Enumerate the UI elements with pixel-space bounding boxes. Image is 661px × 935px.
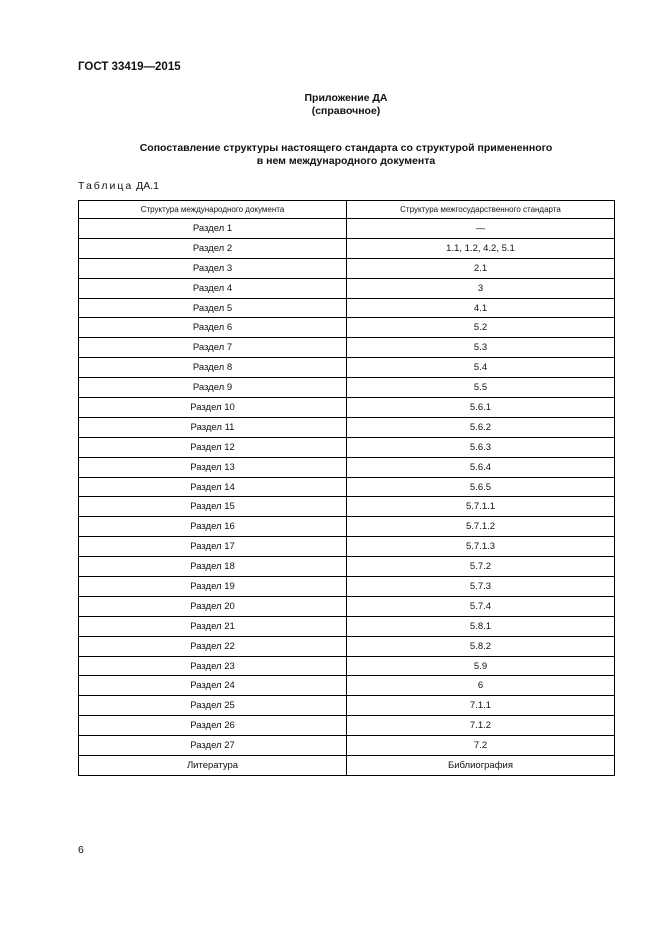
cell-international-section: Раздел 10: [79, 398, 347, 418]
cell-interstate-section: 5.7.4: [347, 596, 615, 616]
cell-international-section: Раздел 12: [79, 437, 347, 457]
table-row: [79, 736, 615, 756]
cell-interstate-section: 5.3: [347, 338, 615, 358]
table-row: [79, 696, 615, 716]
table-caption: [78, 180, 159, 192]
cell-international-section: Раздел 14: [79, 477, 347, 497]
table-row: [79, 318, 615, 338]
cell-international-section: Раздел 16: [79, 517, 347, 537]
cell-international-section: Раздел 3: [79, 258, 347, 278]
cell-interstate-section: 7.2: [347, 736, 615, 756]
cell-interstate-section: 5.6.1: [347, 398, 615, 418]
document-title: [0, 142, 661, 168]
cell-international-section: Раздел 19: [79, 577, 347, 597]
cell-international-section: Раздел 11: [79, 417, 347, 437]
cell-international-section: Раздел 7: [79, 338, 347, 358]
cell-interstate-section: 5.6.2: [347, 417, 615, 437]
cell-international-section: Раздел 2: [79, 238, 347, 258]
table-caption-id: ДА.1: [136, 180, 159, 192]
cell-interstate-section: 5.7.2: [347, 557, 615, 577]
cell-international-section: Раздел 20: [79, 596, 347, 616]
cell-international-section: Раздел 9: [79, 378, 347, 398]
table-row: [79, 656, 615, 676]
table-row: [79, 497, 615, 517]
cell-interstate-section: 5.7.3: [347, 577, 615, 597]
table-row: [79, 557, 615, 577]
table-row: [79, 338, 615, 358]
table-row: [79, 437, 615, 457]
cell-international-section: Литература: [79, 756, 347, 776]
cell-international-section: Раздел 27: [79, 736, 347, 756]
cell-interstate-section: 5.6.5: [347, 477, 615, 497]
cell-international-section: Раздел 8: [79, 358, 347, 378]
cell-interstate-section: Библиография: [347, 756, 615, 776]
table-row: [79, 756, 615, 776]
table-row: [79, 258, 615, 278]
appendix-subtitle: (справочное): [311, 105, 381, 117]
cell-international-section: Раздел 25: [79, 696, 347, 716]
cell-international-section: Раздел 1: [79, 219, 347, 239]
cell-interstate-section: 5.8.2: [347, 636, 615, 656]
table-row: [79, 716, 615, 736]
table-row: [79, 378, 615, 398]
cell-international-section: Раздел 18: [79, 557, 347, 577]
table-row: [79, 398, 615, 418]
document-title-line-2: в нем международного документа: [256, 155, 436, 167]
cell-interstate-section: 5.7.1.3: [347, 537, 615, 557]
document-title-line-1: Сопоставление структуры настоящего стандарта со структурой примененного: [139, 142, 553, 154]
appendix-title: Приложение ДА: [304, 92, 388, 104]
table-row: [79, 219, 615, 239]
cell-interstate-section: 1.1, 1.2, 4.2, 5.1: [347, 238, 615, 258]
cell-interstate-section: 5.8.1: [347, 616, 615, 636]
table-header-row: [79, 201, 615, 219]
comparison-table: [78, 200, 615, 776]
table-row: [79, 298, 615, 318]
cell-interstate-section: 3: [347, 278, 615, 298]
cell-international-section: Раздел 22: [79, 636, 347, 656]
table-caption-word: Таблица: [78, 180, 134, 192]
table-row: [79, 457, 615, 477]
cell-interstate-section: 4.1: [347, 298, 615, 318]
cell-interstate-section: 2.1: [347, 258, 615, 278]
cell-interstate-section: —: [347, 219, 615, 239]
cell-interstate-section: 5.6.4: [347, 457, 615, 477]
cell-international-section: Раздел 13: [79, 457, 347, 477]
cell-interstate-section: 5.4: [347, 358, 615, 378]
cell-international-section: Раздел 6: [79, 318, 347, 338]
table-row: [79, 537, 615, 557]
cell-international-section: Раздел 17: [79, 537, 347, 557]
table-row: [79, 636, 615, 656]
cell-international-section: Раздел 5: [79, 298, 347, 318]
cell-interstate-section: 5.5: [347, 378, 615, 398]
cell-international-section: Раздел 24: [79, 676, 347, 696]
cell-interstate-section: 5.6.3: [347, 437, 615, 457]
standard-code: ГОСТ 33419—2015: [78, 61, 181, 73]
table-row: [79, 417, 615, 437]
cell-international-section: Раздел 23: [79, 656, 347, 676]
cell-international-section: Раздел 26: [79, 716, 347, 736]
table-row: [79, 477, 615, 497]
cell-interstate-section: 6: [347, 676, 615, 696]
cell-interstate-section: 7.1.2: [347, 716, 615, 736]
table-row: [79, 238, 615, 258]
page-number: 6: [78, 844, 84, 856]
cell-interstate-section: 5.9: [347, 656, 615, 676]
table-row: [79, 676, 615, 696]
cell-interstate-section: 7.1.1: [347, 696, 615, 716]
appendix-heading: [0, 92, 661, 118]
table-row: [79, 577, 615, 597]
cell-interstate-section: 5.7.1.1: [347, 497, 615, 517]
cell-international-section: Раздел 15: [79, 497, 347, 517]
column-header-interstate: Структура межгосударственного стандарта: [347, 201, 615, 219]
cell-interstate-section: 5.2: [347, 318, 615, 338]
table-row: [79, 517, 615, 537]
cell-international-section: Раздел 4: [79, 278, 347, 298]
cell-international-section: Раздел 21: [79, 616, 347, 636]
table-row: [79, 278, 615, 298]
table-row: [79, 596, 615, 616]
table-row: [79, 616, 615, 636]
table-body: [79, 219, 615, 776]
cell-interstate-section: 5.7.1.2: [347, 517, 615, 537]
table-row: [79, 358, 615, 378]
column-header-international: Структура международного документа: [79, 201, 347, 219]
